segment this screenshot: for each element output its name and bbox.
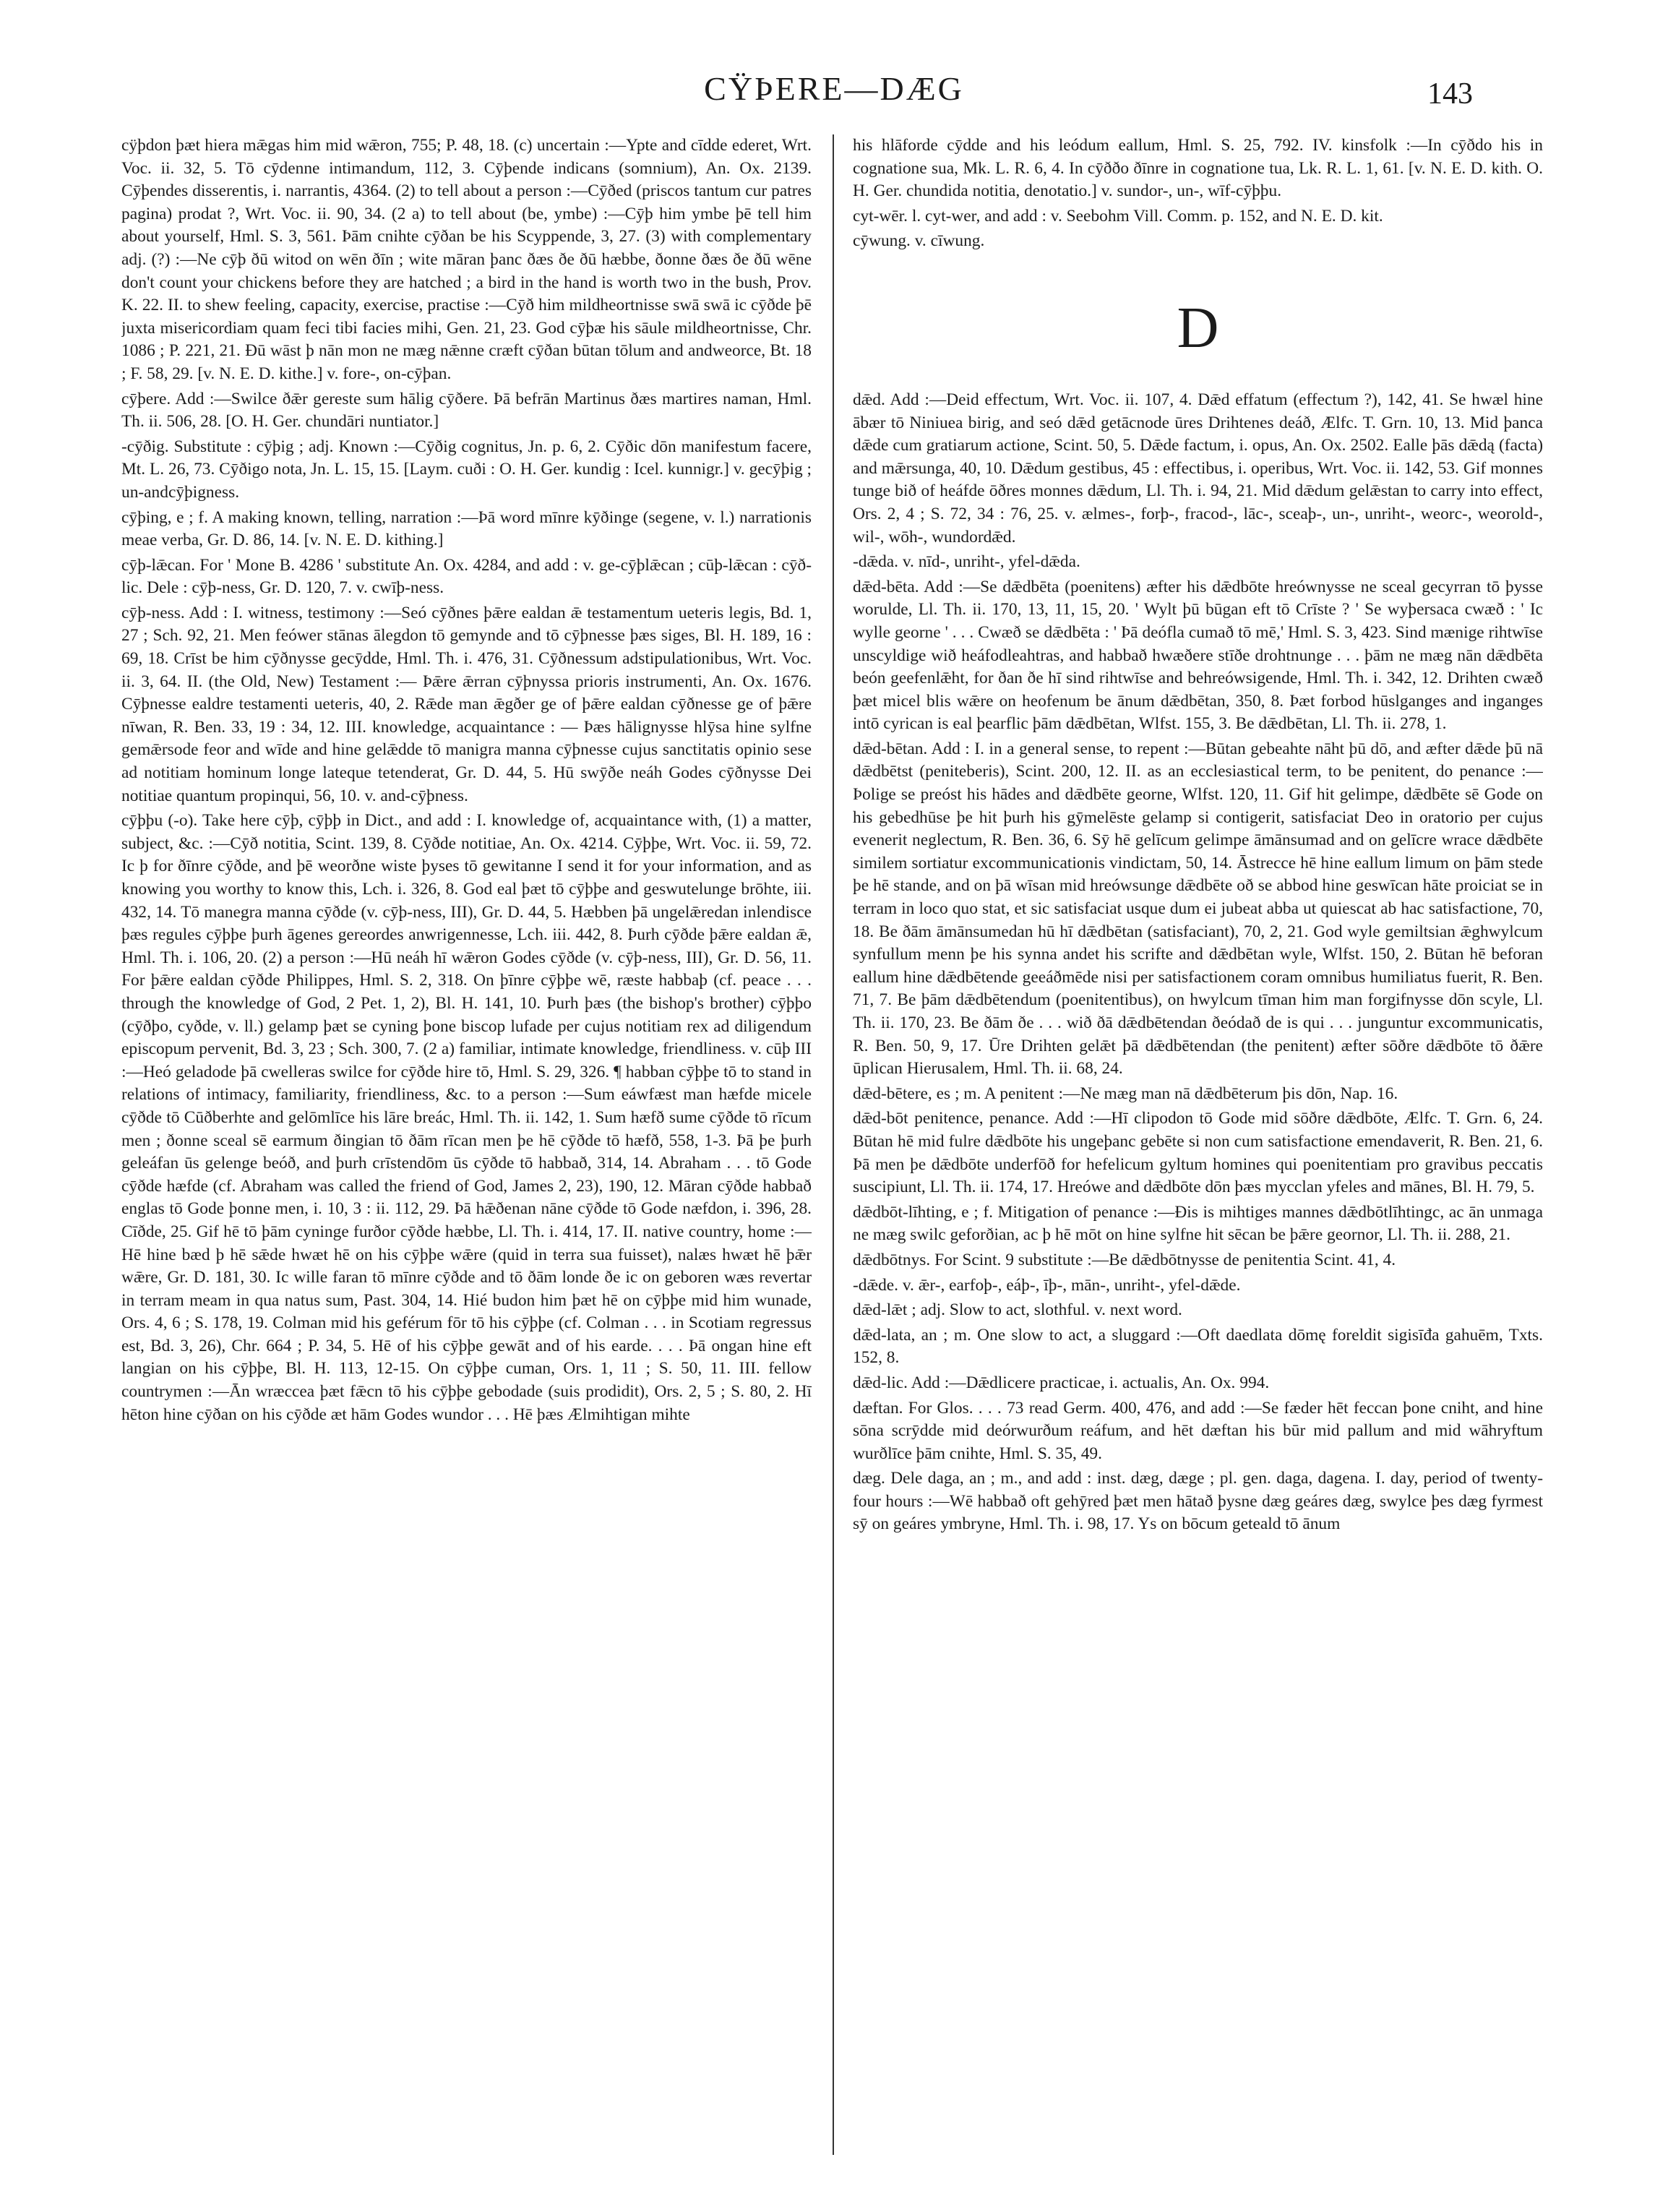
dictionary-entry: -dǣda. v. nīd-, unriht-, yfel-dǣda. <box>853 552 1080 572</box>
dictionary-entry: dǣd-lata, an ; m. One slow to act, a sluggard :—Oft daedlata dōmę foreldit sigisīđa gahuēm, Txts. 152, 8. <box>853 1325 1543 1368</box>
page-title: CŸÞERE—DÆG <box>704 70 964 107</box>
dictionary-entry: dǣd-bēta. Add :—Se dǣdbēta (poenitens) æfter his dǣdbōte hreównysse ne sceal gecyrran tō þysse worulde, Ll. Th. ii. 170, 13, 11, 15, 20. ' Wylt þū būgan eft tō Crīste ? ' Se wyþersaca cwæð : ' Ic wylle georne ' . . . Cwæð se dǣdbēta : ' Þā deófla cumað tō mē,' Hml. S. 3, 423. Sind mænige rihtwīse unscyldige wið heáfodleahtras, and habbað hwæðere stīðe drohtnunge . . . þām ne mæg nān dǣdbēta beón geefenlǣht, for ðan ðe hī sind rihtwīse and behreówsigende, Hml. Th. i. 342, 12. Drihten cwæð þæt micel blis wǣre on heofenum be ānum dǣdbētan, 350, 8. Þæt forbod hūslganges and inganges intō cyrican is eal þearflic þām dǣdbētan, Wlfst. 155, 3. Be dǣdbētan, Ll. Th. ii. 278, 1. <box>853 577 1543 734</box>
dictionary-entry: cȳþþu (-o). Take here cȳþ, cȳþþ in Dict., and add : I. knowledge of, acquaintance with, (1) a matter, subject, &c. :—Cȳð notitia, Scint. 139, 8. Cȳðde notitiae, An. Ox. 4214. Cȳþþe, Wrt. Voc. ii. 59, 72. Ic þ for ðīnre cȳðde, and þē weorðne wiste þyses tō gewitanne I send it for your information, and as knowing you worthy to know this, Lch. i. 326, 8. God eal þæt tō cȳþþe and geswutelunge brōhte, iii. 432, 14. Tō manegra manna cȳðde (v. cȳþ-ness, III), Gr. D. 44, 5. Hæbben þā ungelǣredan inlendisce þæs regules cȳþþe þurh āgenes gereordes anwrigennesse, Lch. iii. 442, 8. Þurh cȳðde þǣre ealdan ǣ, Hml. Th. i. 106, 20. (2) a person :—Hū neáh hī wǣron Godes cȳðde (v. cȳþ-ness, III), Gr. D. 56, 11. For þǣre ealdan cȳðde Philippes, Hml. S. 2, 318. On þīnre cȳþþe wē, ræste habbaþ (cf. peace . . . through the knowledge of God, 2 Pet. 1, 2), Bl. H. 141, 10. Þurh þæs (the bishop's brother) cȳþþo (cȳðþo, cyðde, v. ll.) gelamp þæt se cyning þone biscop lufade per cujus notitiam rex ad diligendum episcopum pervenit, Bd. 3, 23 ; Sch. 300, 7. (2 a) familiar, intimate knowledge, friendliness. v. cūþ III :—Heó geladode þā cwelleras swilce for cȳðde hire tō, Hml. S. 29, 326. ¶ habban cȳþþe tō to stand in relations of intimacy, familiarity, friendliness, &c. to a person :—Sum eáwfæst man hæfde micele cȳðde tō Cūðberhte and gelōmlīce his lāre breác, Hml. Th. ii. 142, 1. Sum hæfð sume cȳðde tō rīcum men ; ðonne sceal sē earmum ðingian tō ðām rīcan men þe hē cȳðde tō hæfð, 558, 1-3. Þā þe þurh geleáfan ūs gelenge beóð, and þurh crīstendōm ūs cȳðde tō habbað, 314, 14. Abraham . . . tō Gode cȳðde hæfde (cf. Abraham was called the friend of God, James 2, 23), 190, 12. Māran cȳðde habbað englas tō Gode þonne men, i. 10, 3 : ii. 112, 29. Þā hǣðenan nāne cȳðde tō Gode næfdon, i. 396, 28. Cīðde, 25. Gif hē tō þām cyninge furðor cȳðde hæbbe, Ll. Th. i. 414, 17. II. native country, home :—Hē hine bæd þ hē sǣde hwæt hē on his cȳþþe wǣre (quid in terra sua fuisset), nalæs hwæt hē þǣr wǣre, Gr. D. 181, 30. Ic wille faran tō mīnre cȳðde and tō ðām londe ðe ic on geboren wæs revertar in terram meam in qua natus sum, Past. 304, 14. Hié budon him þæt hē on cȳþþe mid him wunade, Ors. 4, 6 ; S. 178, 19. Colman mid his geférum fōr tō his cȳþþe (cf. Colman . . . in Scotiam regressus est, Bd. 3, 26), Chr. 664 ; P. 34, 5. Hē of his cȳþþe gewāt and of his earde. . . . Þā ongan hine eft langian on his cȳþþe, Bl. H. 113, 12-15. On cȳþþe cuman, Ors. 1, 11 ; S. 50, 11. III. fellow countrymen :—Ān wræccea þæt fǣcn tō his cȳþþe gebodade (suis prodidit), Ors. 2, 5 ; S. 80, 2. Hī hēton hine cȳðan on his cȳðde æt hām Godes wundor . . . Hē þæs Ælmihtigan mihte <box>121 811 812 1424</box>
dictionary-entry: -cȳðig. Substitute : cȳþig ; adj. Known :—Cȳðig cognitus, Jn. p. 6, 2. Cȳðic dōn manifestum facere, Mt. L. 26, 73. Cȳðigo nota, Jn. L. 15, 15. [Laym. cuði : O. H. Ger. kundig : Icel. kunnigr.] v. gecȳþig ; un-andcȳþigness. <box>121 437 812 502</box>
dictionary-entry: cȳþ-lǣcan. For ' Mone B. 4286 ' substitute An. Ox. 4284, and add : v. ge-cȳþlǣcan ; cūþ-lǣcan : cȳð-lic. Dele : cȳþ-ness, Gr. D. 120, 7. v. cwīþ-ness. <box>121 555 812 598</box>
dictionary-entry: dæg. Dele daga, an ; m., and add : inst. dæg, dæge ; pl. gen. daga, dagena. I. day, period of twenty-four hours :—Wē habbað oft gehȳred þæt men hātað þysne dæg geáres dæg, swylce þes dæg fyrmest sȳ on geáres ymbryne, Hml. Th. i. 98, 17. Ys on bōcum geteald tō ānum <box>853 1469 1543 1534</box>
dictionary-entry: dǣdbōt-līhting, e ; f. Mitigation of penance :—Ðis is mihtiges mannes dǣdbōtlīhtingc, ac ān unmaga ne mæg swilc geforðian, ac þ hē mōt on hine sylfne hit sēcan be þǣre geornor, Ll. Th. ii. 288, 21. <box>853 1202 1543 1245</box>
dictionary-entry: dǣd-bētan. Add : I. in a general sense, to repent :—Būtan gebeahte nāht þū dō, and æfter dǣde þū nā dǣdbētst (peniteberis), Scint. 200, 12. II. as an ecclesiastical term, to be penitent, do penance :—Þolige se preóst his hādes and dǣdbēte georne, Wlfst. 120, 11. Gif hit gelimpe, dǣdbēte sē Gode on his gebedhūse þe hit þurh his gȳmelēste gelamp si contigerit, satisfaciat Deo in oratorio per cujus evenerit neglectum, R. Ben. 36, 6. Sȳ hē gelīcum gelimpe āmānsumad and on gelīcre wrace dǣdbēte similem sortiatur excommunicationis vindictam, 50, 14. Āstrecce hē hine eallum limum on þām stede þe hē stande, and on þā wīsan mid hreówsunge dǣdbēte oð se abbod hine geswīcan hāte proiciat se in terram in loco quo stat, et sic satisfaciat usque dum ei jubeat abba ut quiescat ab hac satisfactione, 70, 18. Be ðām āmānsumedan hū hī dǣdbētan (satisfaciant), 70, 2, 21. God wyle gemiltsian ǣghwylcum synfullum menn þe his synna andet his scrifte and dǣdbētan wyle, Wlfst. 150, 2. Būtan hē beforan eallum hine dǣdbētende geeáðmēde nisi per satisfactionem coram omnibus humiliatus fuerit, R. Ben. 71, 7. Be þām dǣdbētendum (poenitentibus), on hwylcum tīman him man forgifnysse dōn scyle, Ll. Th. ii. 170, 23. Be ðām ðe . . . wið ðā dǣdbētendan ðeódað de is qui . . . junguntur excommunicatis, R. Ben. 50, 9, 17. Ūre Drihten gelǣt þā dǣdbētendan (the penitent) æfter sōðre dǣdbōte tō ðǣre ūplican Hierusalem, Hml. Th. ii. 68, 24. <box>853 739 1543 1079</box>
dictionary-entry: -dǣde. v. ǣr-, earfoþ-, eáþ-, īþ-, mān-, unriht-, yfel-dǣde. <box>853 1275 1241 1295</box>
dictionary-entry: dǣd. Add :—Deid effectum, Wrt. Voc. ii. 107, 4. Dǣd effatum (effectum ?), 142, 41. Se hwæl hine ābær tō Niniuea birig, and seó dǣd getācnode ūres Drihtenes deáð, Ælfc. T. Grn. 10, 13. Mid þanca dǣde cum gratiarum actione, Scint. 50, 5. Dǣde factum, i. opus, An. Ox. 2502. Ealle þās dǣdą (facta) and mǣrsunga, 40, 10. Dǣdum gestibus, 45 : effectibus, i. operibus, Wrt. Voc. ii. 142, 53. Gif monnes tunge bið of heáfde ōðres monnes dǣdum, Ll. Th. i. 94, 21. Mid dǣdum gelǣstan to carry into effect, Ors. 2, 4 ; S. 72, 34 : 76, 25. v. ælmes-, forþ-, fracod-, lāc-, sceaþ-, un-, unriht-, weorc-, weorold-, wil-, wōh-, wundordǣd. <box>853 390 1543 546</box>
dictionary-entry: cyt-wēr. l. cyt-wer, and add : v. Seebohm Vill. Comm. p. 152, and N. E. D. kit. <box>853 206 1383 226</box>
left-column <box>121 134 812 2151</box>
dictionary-entry: dǣd-lic. Add :—Dǣdlicere practicae, i. actualis, An. Ox. 994. <box>853 1373 1270 1392</box>
dictionary-entry: dǣdbōtnys. For Scint. 9 substitute :—Be dǣdbōtnysse de penitentia Scint. 41, 4. <box>853 1250 1396 1269</box>
continued-entry: cÿþdon þæt hiera mǣgas him mid wǣron, 755; P. 48, 18. (c) uncertain :—Ypte and cīdde ederet, Wrt. Voc. ii. 32, 5. Tō cȳdenne intimandum, 112, 3. Cȳþende indicans (somnium), An. Ox. 2139. Cȳþendes disserentis, i. narrantis, 4364. (2) to tell about a person :—Cȳðed (priscos tantum cur patres pagina) prodat ?, Wrt. Voc. ii. 90, 34. (2 a) to tell about (be, ymbe) :—Cȳþ him ymbe þē tell him about yourself, Hml. S. 3, 561. Þām cnihte cȳðan be his Scyppende, 3, 27. (3) with complementary adj. (?) :—Ne cȳþ ðū witod on wēn ðīn ; wite māran þanc ðæs ðe ðū hæbbe, ðonne ðæs ðe ðū wēne don't count your chickens before they are hatched ; a bird in the hand is worth two in the bush, Prov. K. 22. II. to shew feeling, capacity, exercise, practise :—Cȳð him mildheortnisse swā swā ic cȳðde þē juxta misericordiam quam feci tibi facies mihi, Gen. 21, 23. God cȳþæ his sāule mildheortnisse, Chr. 1086 ; P. 221, 21. Ðū wāst þ nān mon ne mæg nǣnne cræft cȳðan būtan tōlum and andweorce, Bt. 18 ; F. 58, 29. [v. N. E. D. kithe.] v. fore-, on-cȳþan. <box>121 136 812 383</box>
dictionary-entry: dǣd-bōt penitence, penance. Add :—Hī clipodon tō Gode mid sōðre dǣdbōte, Ælfc. T. Grn. 6, 24. Būtan hē mid fulre dǣdbōte his ungeþanc gebēte si non cum satisfactione emendaverit, R. Ben. 21, 6. Þā men þe dǣdbōte underfōð for hefelicum gyltum homines qui poenitentiam pro gravibus peccatis suscipiunt, Ll. Th. ii. 174, 17. Hreówe and dǣdbōte dōn þæs mycclan yfeles and mānes, Bl. H. 79, 5. <box>853 1109 1543 1197</box>
dictionary-entry: dǣd-bētere, es ; m. A penitent :—Ne mæg man nā dǣdbēterum þis dōn, Nap. 16. <box>853 1084 1398 1103</box>
dictionary-entry: cȳwung. v. cīwung. <box>853 231 985 251</box>
dictionary-entry: cȳþere. Add :—Swilce ðǣr gereste sum hālig cȳðere. Þā befrān Martinus ðæs martires naman, Hml. Th. ii. 506, 28. [O. H. Ger. chundāri nuntiator.] <box>121 389 812 432</box>
dictionary-entry: cȳþ-ness. Add : I. witness, testimony :—Seó cȳðnes þǣre ealdan ǣ testamentum ueteris legis, Bd. 1, 27 ; Sch. 92, 21. Men feówer stānas ālegdon tō gemynde and tō cȳþnesse þæs siges, Bl. H. 189, 16 : 69, 18. Crīst be him cȳðnysse gecȳdde, Hml. Th. i. 476, 31. Cȳðnessum adstipulationibus, Wrt. Voc. ii. 3, 64. II. (the Old, New) Testament :— Þǣre ǣrran cȳþnyssa prioris instrumenti, An. Ox. 1676. Cȳþnesse ealdre testamenti ueteris, 40, 2. Rǣde man ǣgðer ge of þǣre ealdan cȳðnesse ge of þǣre nīwan, R. Ben. 33, 19 : 34, 12. III. knowledge, acquaintance : — Þæs hālignysse hlȳsa hine sylfne gemǣrsode feor and wīde and hine gelǣdde tō manigra manna cȳþnesse cujus sanctitatis opinio sese ad notitiam hominum longe lateque tetenderat, Gr. D. 44, 5. Hū swȳðe neáh Godes cȳðnysse Dei notitiae quantum propinqui, 56, 10. v. and-cȳþness. <box>121 603 812 805</box>
dictionary-entry: dǣd-lǣt ; adj. Slow to act, slothful. v. next word. <box>853 1300 1182 1320</box>
column-divider <box>833 134 834 2155</box>
running-head <box>0 69 1668 113</box>
right-column <box>853 134 1543 2151</box>
dictionary-entry: dæftan. For Glos. . . . 73 read Germ. 400, 476, and add :—Se fæder hēt feccan þone cniht, and hine sōna scrȳdde mid deórwurðum reáfum, and hēt dæftan his būr mid pallum and mid wāhryftum wurðlīce þām cnihte, Hml. S. 35, 49. <box>853 1398 1543 1463</box>
continued-entry: his hlāforde cȳdde and his leódum eallum, Hml. S. 25, 792. IV. kinsfolk :—In cȳðdo his in cognatione sua, Mk. L. R. 6, 4. In cȳððo ðīnre in cognatione tua, Lk. R. L. 1, 61. [v. N. E. D. kith. O. H. Ger. chundida notitia, denotatio.] v. sundor-, un-, wīf-cȳþþu. <box>853 136 1543 201</box>
section-letter: D <box>1177 296 1219 360</box>
page-number: 143 <box>1427 77 1473 111</box>
dictionary-entry: cȳþing, e ; f. A making known, telling, narration :—Þā word mīnre kȳðinge (segene, v. l.) narrationis meae verba, Gr. D. 86, 14. [v. N. E. D. kithing.] <box>121 507 812 550</box>
